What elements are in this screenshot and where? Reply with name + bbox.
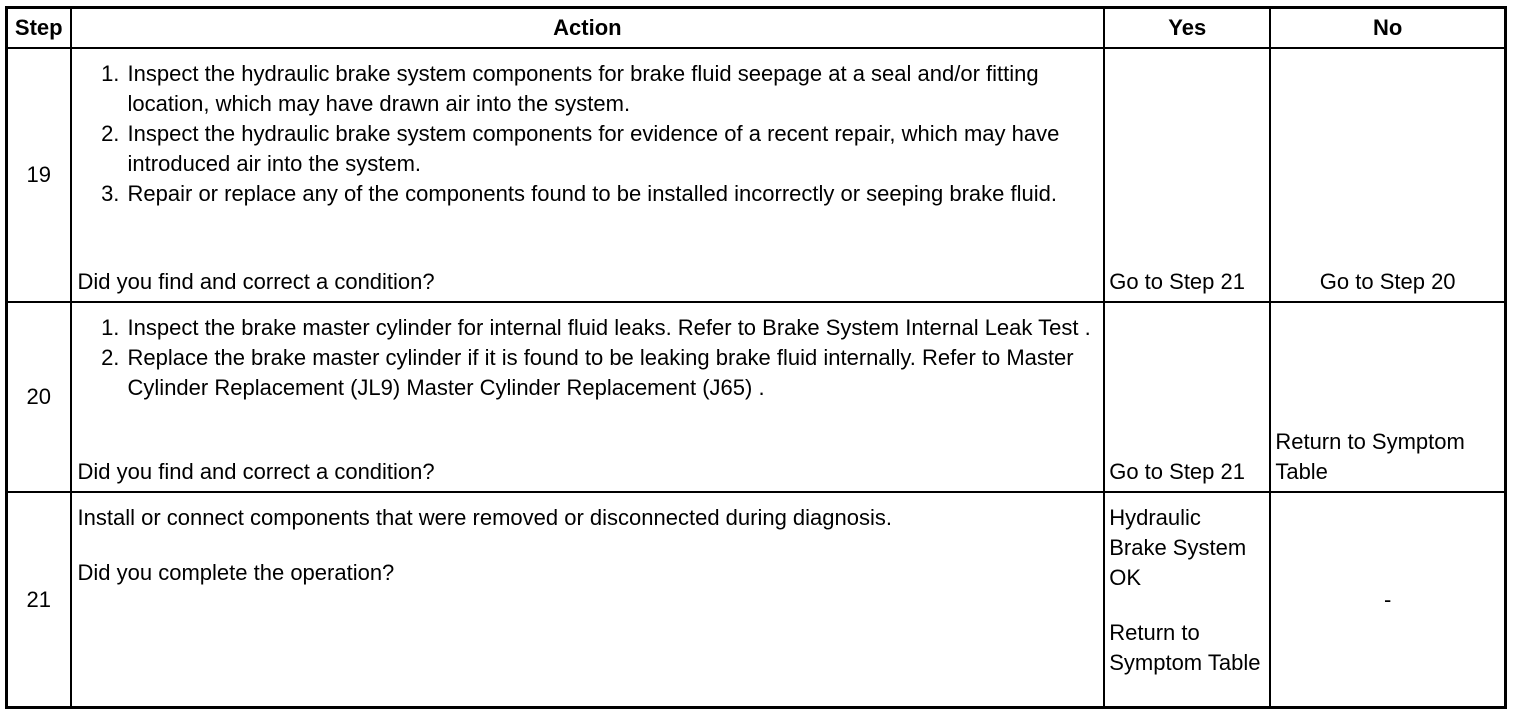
action-cell: [71, 492, 1105, 708]
action-steps-list: [78, 59, 1098, 209]
no-cell: [1270, 48, 1505, 302]
action-text: Install or connect components that were removed or disconnected during diagnosis.: [77, 505, 892, 530]
action-question: Did you find and correct a condition?: [77, 459, 435, 484]
header-no: No: [1270, 8, 1505, 49]
step-number: 19: [7, 48, 71, 302]
yes-cell: [1104, 492, 1270, 708]
action-question: Did you find and correct a condition?: [77, 269, 435, 294]
no-cell: [1270, 302, 1505, 492]
list-item: 1. Inspect the brake master cylinder for internal fluid leaks. Refer to Brake System Internal Leak Test .: [126, 313, 1098, 343]
list-item: 3. Repair or replace any of the components found to be installed incorrectly or seeping brake fluid.: [126, 179, 1098, 209]
list-item: 2. Inspect the hydraulic brake system components for evidence of a recent repair, which may have introduced air into the system.: [126, 119, 1098, 179]
diagnostic-table: [5, 6, 1507, 709]
no-cell: -: [1270, 492, 1505, 708]
list-item: 1. Inspect the hydraulic brake system components for brake fluid seepage at a seal and/or fitting location, which may have drawn air into the system.: [126, 59, 1098, 119]
table-row: [7, 302, 1506, 492]
action-cell: [71, 48, 1105, 302]
yes-link[interactable]: Return to Symptom Table: [1109, 620, 1261, 675]
no-link[interactable]: Return to Symptom Table: [1275, 429, 1465, 484]
yes-cell: [1104, 302, 1270, 492]
yes-result-ok: Hydraulic Brake System OK: [1109, 505, 1247, 590]
action-cell: [71, 302, 1105, 492]
action-question: Did you complete the operation?: [77, 560, 395, 585]
yes-cell: [1104, 48, 1270, 302]
header-step: Step: [7, 8, 71, 49]
yes-link[interactable]: Go to Step 21: [1109, 269, 1245, 294]
no-link[interactable]: Go to Step 20: [1319, 269, 1456, 294]
table-row: [7, 48, 1506, 302]
header-row: [7, 8, 1506, 49]
step-number: 21: [7, 492, 71, 708]
action-steps-list: [78, 313, 1098, 403]
header-action: Action: [71, 8, 1105, 49]
table-row: [7, 492, 1506, 708]
header-yes: Yes: [1104, 8, 1270, 49]
step-number: 20: [7, 302, 71, 492]
yes-link[interactable]: Go to Step 21: [1109, 459, 1245, 484]
list-item: 2. Replace the brake master cylinder if it is found to be leaking brake fluid internally. Refer to Master Cylinder Replacement (JL9) Master Cylinder Replacement (J65) .: [126, 343, 1098, 403]
